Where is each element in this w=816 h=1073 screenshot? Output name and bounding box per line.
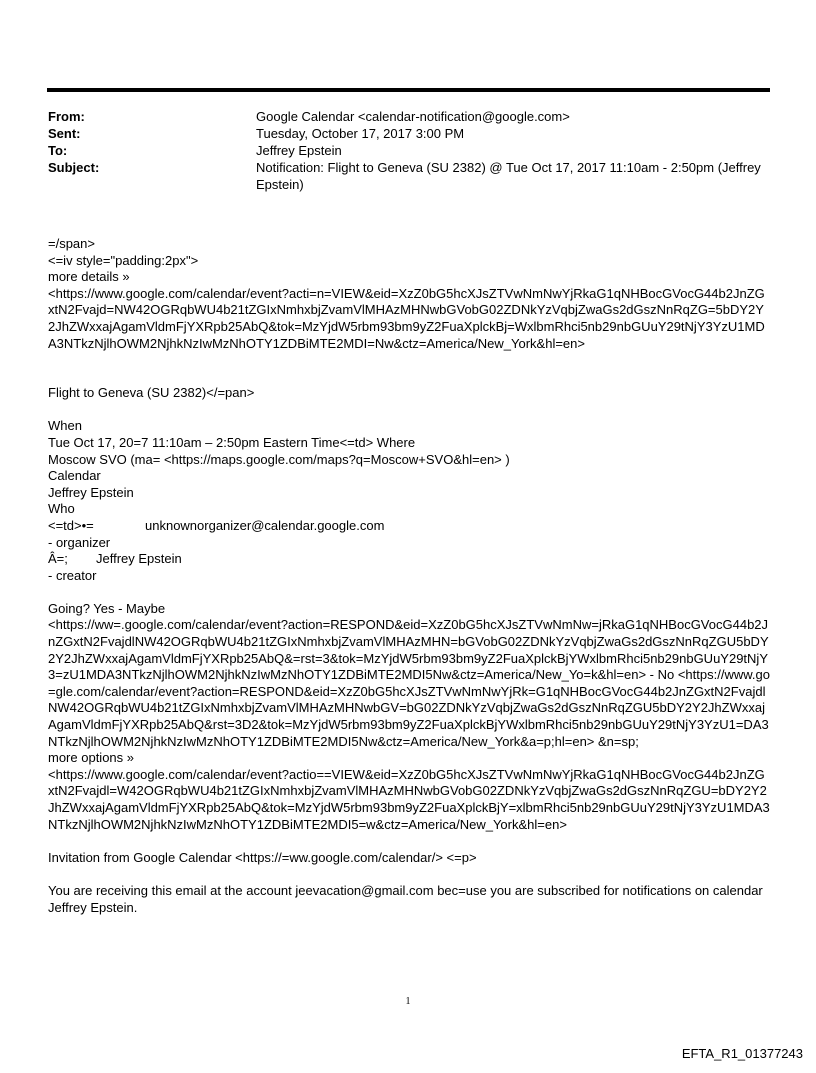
body-line-span: =/span> xyxy=(48,236,95,251)
calendar-label: Calendar xyxy=(48,468,101,484)
to-label: To: xyxy=(48,143,68,158)
more-options-label: more options » xyxy=(48,750,134,766)
going-line: Going? Yes - Maybe xyxy=(48,600,166,616)
who-label: Who xyxy=(48,501,75,517)
more-details-label: more details » xyxy=(48,269,130,285)
creator-role: - creator xyxy=(48,567,97,583)
from-label: From: xyxy=(48,109,85,124)
rsvp-links[interactable]: <https://ww=.google.com/calendar/event?action=RESPOND&eid=XzZ0bG5hcXJsZTVwNmNw=jRkaG1qNHBocGVocG44b2JnZGxtN2FvajdlNW42OGRqbWU4b21tZGIxNmhxbjZvamVlMHAzMHN=bGVobG02ZDNkYzVqbjZwaGs2dGszNnRqZGU5bDY2Y2JhZWxxajAgamVldmFjYXRpb25AbQ&=rst=3&tok=MzYjdW5rbm93bm9yZ2FuaXplckBjYWxlbmRhci5nb29nbGUuY29tNjY3=zU1MDA3NTkzNjlhOWM2NjhkNzIwMzNhOTY1ZDBiMTE2MDI5Nw&ctz=America/New_Yo=k&hl=en> - No <https://www.go=gle.com/calendar/event?action=RESPOND&eid=XzZ0bG5hcXJsZTVwNmNwYjRk=G1qNHBocGVocG44b2JnZGxtN2FvajdlNW42OGRqbWU4b21tZGIxNmhxbjZvamVlMHAzMHNwbGV=bG02ZDNkYzVqbjZwaGs2dGszNnRqZGU5bDY2Y2JhZWxxajAgamVldmFjYXRpb25AbQ&rst=3D2&tok=MzYjdW5rbm93bm9yZ2FuaXplckBjYWxlbmRhci5nb29nbGUuY29tNjY3YzU1=DA3NTkzNjlhOWM2NjhkNzIwMzNhOTY1ZDBiMTE2MDI5Nw&ctz=America/New_York&a=p;hl=en> &n=sp; xyxy=(48,617,770,749)
sent-row xyxy=(48,125,770,142)
subject-row xyxy=(48,159,770,193)
when-value: Tue Oct 17, 20=7 11:10am – 2:50pm Eastern Time<=td> Where xyxy=(48,434,416,450)
who-organizer-line xyxy=(48,518,770,535)
sent-label: Sent: xyxy=(48,126,81,141)
email-header xyxy=(48,108,770,193)
header-rule xyxy=(47,88,770,92)
subject-label: Subject: xyxy=(48,160,100,175)
sent-value: Tuesday, October 17, 2017 3:00 PM xyxy=(256,126,465,141)
subject-value: Notification: Flight to Geneva (SU 2382) @ Tue Oct 17, 2017 11:10am - 2:50pm (Jeffrey Epstein) xyxy=(256,160,761,192)
from-row xyxy=(48,108,770,125)
creator-name: Jeffrey Epstein xyxy=(96,551,182,567)
to-row xyxy=(48,142,770,159)
who-creator-prefix: Â=; xyxy=(48,551,68,567)
invitation-line: Invitation from Google Calendar <https://=ww.google.com/calendar/> <=p> xyxy=(48,849,477,865)
event-title: Flight to Geneva (SU 2382)</=pan> xyxy=(48,385,255,401)
to-value: Jeffrey Epstein xyxy=(256,143,342,158)
page-number: 1 xyxy=(405,996,411,1007)
when-label: When xyxy=(48,418,82,434)
receiving-line: You are receiving this email at the account jeevacation@gmail.com bec=use you are subscribed for notifications on calendar Jeffrey Epstein. xyxy=(48,882,763,915)
who-creator-line xyxy=(48,551,770,568)
organizer-role: - organizer xyxy=(48,534,111,550)
body-line-div: <=iv style="padding:2px"> xyxy=(48,252,199,268)
who-organizer-prefix: <=td>•= xyxy=(48,517,94,533)
calendar-value: Jeffrey Epstein xyxy=(48,484,134,500)
from-value: Google Calendar <calendar-notification@google.com> xyxy=(256,109,570,124)
where-value: Moscow SVO (ma= <https://maps.google.com/maps?q=Moscow+SVO&hl=en> ) xyxy=(48,451,510,467)
email-body xyxy=(48,236,770,916)
bates-number: EFTA_R1_01377243 xyxy=(681,1046,803,1061)
more-details-link[interactable]: <https://www.google.com/calendar/event?acti=n=VIEW&eid=XzZ0bG5hcXJsZTVwNmNwYjRkaG1qNHBocGVocG44b2JnZGxtN2Fvajd=NW42OGRqbWU4b21tZGIxNmhxbjZvamVlMHAzMHNwbGVobG02ZDNkYzVqbjZwaGs2dGszNnRqZG=5bDY2Y2JhZWxxajAgamVldmFjYXRpb25AbQ&tok=MzYjdW5rbm93bm9yZ2FuaXplckBj=WxlbmRhci5nb29nbGUuY29tNjY3YzU1MDA3NTkzNjlhOWM2NjhkNzIwMzNhOTY1ZDBiMTE2MDI=Nw&ctz=America/New_York&hl=en> xyxy=(48,285,765,351)
organizer-email: unknownorganizer@calendar.google.com xyxy=(145,517,385,533)
more-options-link[interactable]: <https://www.google.com/calendar/event?actio==VIEW&eid=XzZ0bG5hcXJsZTVwNmNwYjRkaG1qNHBocGVocG44b2JnZGxtN2Fvajdl=W42OGRqbWU4b21tZGIxNmhxbjZvamVlMHAzMHNwbGVobG02ZDNkYzVqbjZwaGs2dGszNnRqZGU=bDY2Y2JhZWxxajAgamVldmFjYXRpb25AbQ&tok=MzYjdW5rbm93bm9yZ2FuaXplckBjY=xlbmRhci5nb29nbGUuY29tNjY3YzU1MDA3NTkzNjlhOWM2NjhkNzIwMzNhOTY1ZDBiMTE2MDI5=w&ctz=America/New_York&hl=en> xyxy=(48,766,770,832)
